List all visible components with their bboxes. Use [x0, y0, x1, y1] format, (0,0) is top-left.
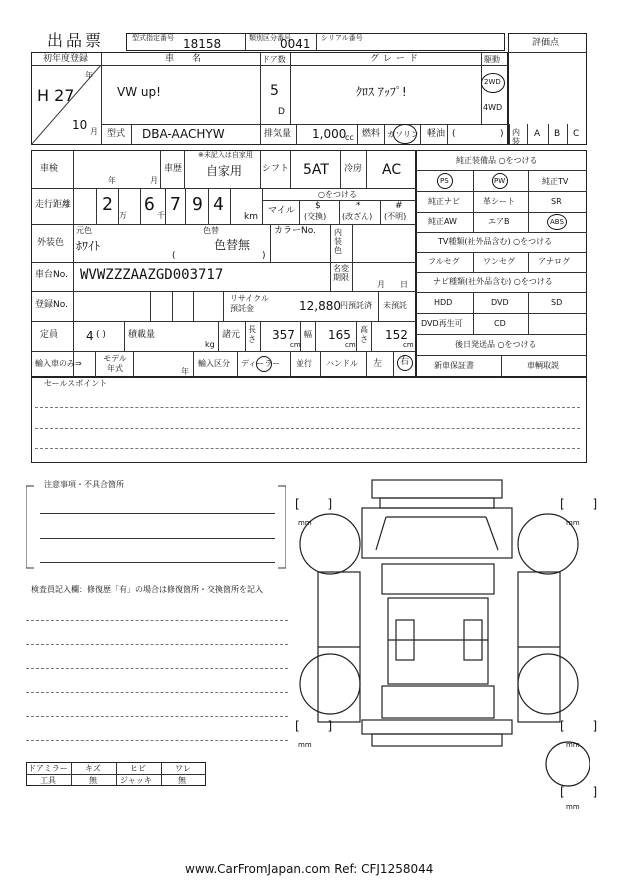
recycle-unpaid: 未預託: [383, 301, 407, 310]
later-manual: 車輌取説: [527, 361, 559, 370]
parallel-label: 並行: [296, 359, 312, 368]
meter-hash: #: [395, 201, 403, 211]
equip-sr: SR: [551, 197, 562, 206]
displacement-unit: cc: [345, 133, 354, 142]
model-year-label: モデル年式: [103, 354, 127, 373]
exterior-label: 外装色: [37, 238, 65, 248]
height-unit: cm: [403, 341, 414, 349]
meter-dollar: $: [315, 201, 321, 211]
month-unit: 月: [90, 127, 98, 136]
tv-title: TV種類(社外品含む) ○をつける: [438, 237, 553, 246]
width-value: 165: [328, 328, 351, 342]
shift-label: シフト: [262, 164, 290, 174]
mileage-man-unit: 万: [119, 211, 127, 220]
tire-bracket-spare: [ ]: [560, 785, 610, 799]
equip-oem-tv: 純正TV: [542, 177, 569, 186]
model-year-unit: 年: [181, 367, 189, 376]
mileage-digit-5: 4: [213, 194, 224, 215]
recycle-value: 12,880: [299, 299, 341, 313]
length-label: 長さ: [248, 325, 256, 344]
color-no-label: カラーNo.: [274, 226, 316, 236]
equip-abs: ABS: [550, 218, 564, 226]
name-change-label: 名変期限: [333, 264, 349, 282]
paint-label: 色替: [203, 226, 219, 235]
tire-bracket-fl: [ ]: [295, 497, 345, 511]
legend-h1: ドアミラー: [28, 764, 68, 773]
doors-label: ドア数: [262, 55, 286, 64]
drive-2wd: 2WD: [484, 78, 501, 86]
meter-hash-sub: (不明): [384, 212, 407, 221]
type-cert-label: 型式指定番号: [132, 34, 174, 42]
tire-unit-fr: mm: [566, 519, 580, 527]
legend-v4: 無: [178, 776, 186, 785]
width-unit: cm: [345, 341, 356, 349]
tire-bracket-fr: [ ]: [560, 497, 610, 511]
sales-points-label: セールスポイント: [44, 379, 108, 388]
legend-v2: 無: [89, 776, 97, 785]
sales-points-box: [31, 377, 587, 463]
first-reg-era: H 27: [37, 86, 75, 105]
nav-hdd: HDD: [434, 298, 453, 307]
first-reg-month: 10: [72, 118, 88, 132]
equip-airbag: エアB: [488, 217, 510, 226]
nav-cd: CD: [494, 319, 506, 328]
load-label: 積載量: [128, 330, 156, 340]
length-value: 357: [272, 328, 295, 342]
history-note: ※未記入は自家用: [198, 151, 253, 159]
type-cert-value: 18158: [183, 37, 222, 51]
ac-value: AC: [382, 162, 402, 178]
capacity-label: 定員: [40, 330, 59, 340]
fuel-paren-open: (: [452, 129, 456, 139]
page-title: 出品票: [47, 31, 105, 50]
reg-no-label: 登録No.: [35, 300, 68, 310]
exterior-color: ﾎﾜｲﾄ: [76, 239, 101, 253]
rating-label: 評価点: [532, 38, 560, 48]
height-value: 152: [385, 328, 408, 342]
interior-label: 内装: [512, 128, 520, 146]
fuel-value: ガソリン: [387, 130, 419, 139]
category-value: 0041: [280, 37, 311, 51]
fuel-paren-close: ): [500, 129, 504, 139]
inspector-label: 検査員記入欄：修復歴「有」の場合は修復箇所・交換箇所を記入: [31, 585, 263, 594]
first-reg-label: 初年度登録: [43, 54, 89, 64]
drive-4wd: 4WD: [483, 103, 503, 112]
repaint-paren-close: ): [262, 251, 266, 261]
right-label: 右: [400, 357, 410, 367]
interior-grade-c: C: [573, 129, 580, 139]
fuel-label: 燃料: [362, 129, 381, 139]
serial-label: シリアル番号: [321, 34, 363, 42]
mileage-digit-3: 7: [170, 194, 181, 215]
later-warranty: 新車保証書: [434, 361, 474, 370]
dealer-label: ディーラー: [241, 359, 281, 368]
meter-dollar-sub: (交換): [304, 212, 327, 221]
nav-dvd-play: DVD再生可: [421, 319, 463, 328]
displacement-label: 排気量: [264, 129, 292, 139]
inspection-year-unit: 年: [108, 176, 116, 185]
repaint-paren-open: (: [172, 251, 176, 261]
nav-title: ナビ種類(社外品含む) ○をつける: [433, 277, 553, 286]
model-value: DBA-AACHYW: [142, 127, 225, 141]
footer-reference: www.CarFromJapan.com Ref: CFJ1258044: [185, 862, 434, 876]
left-label: 左: [373, 359, 383, 369]
name-change-month: 月: [377, 280, 385, 289]
recycle-unit: 円預託済: [340, 301, 372, 310]
car-name: VW up!: [117, 85, 161, 99]
import-type-label: 輸入区分: [198, 359, 230, 368]
nav-sd: SD: [551, 298, 563, 307]
meter-star-sub: (改ざん): [342, 212, 373, 221]
tv-analog: アナログ: [538, 257, 570, 266]
equip-pw: PW: [494, 177, 506, 185]
grade-value: ｸﾛｽ ｱｯﾌﾟ!: [356, 85, 407, 99]
doors-value: 5: [270, 83, 279, 99]
notes-label: 注意事項・不具合箇所: [44, 480, 124, 489]
legend-h4: ワレ: [175, 764, 191, 773]
car-name-label: 車名: [165, 54, 220, 64]
inspection-month-unit: 月: [150, 176, 158, 185]
mileage-unit: km: [244, 212, 258, 222]
equip-ps: PS: [440, 177, 449, 185]
mileage-digit-1: 2: [102, 194, 113, 215]
meter-star: *: [356, 201, 361, 211]
tire-bracket-rr: [ ]: [560, 719, 610, 733]
capacity-value: 4: [86, 329, 94, 343]
load-unit: kg: [205, 340, 215, 349]
name-change-day: 日: [400, 280, 408, 289]
tire-bracket-rl: [ ]: [295, 719, 345, 733]
vin-value: WVWZZZAAZGD003717: [80, 267, 224, 283]
interior-grade-a: A: [534, 129, 541, 139]
legend-h2: キズ: [85, 764, 101, 773]
notes-bracket: [26, 482, 286, 572]
meter-mile: マイル: [268, 206, 295, 216]
year-unit: 年: [85, 71, 93, 80]
inspection-label: 車検: [40, 164, 59, 174]
legend-h3: ヒビ: [130, 764, 146, 773]
capacity-paren: ( ): [96, 330, 106, 340]
tire-unit-rr: mm: [566, 741, 580, 749]
legend-v1: 工具: [40, 776, 56, 785]
vin-label: 車台No.: [35, 270, 68, 280]
original-color-label: 元色: [76, 226, 92, 235]
legend-v3: ジャッキ: [120, 776, 152, 785]
height-label: 高さ: [360, 325, 368, 344]
drive-label: 駆動: [484, 55, 500, 64]
history-value: 自家用: [206, 164, 243, 178]
interior-color-label: 内装色: [334, 228, 342, 255]
tv-oneseg: ワンセグ: [483, 257, 515, 266]
grade-label: グレード: [370, 54, 423, 64]
tire-unit-rl: mm: [298, 741, 312, 749]
nav-dvd: DVD: [491, 298, 509, 307]
length-unit: cm: [290, 341, 301, 349]
ac-label: 冷房: [344, 164, 363, 174]
light-oil-label: 軽油: [427, 129, 446, 139]
equip-leather: 革シート: [483, 197, 515, 206]
mileage-digit-4: 9: [192, 194, 203, 215]
interior-grade-b: B: [554, 129, 561, 139]
oem-title: 純正装備品 ○をつける: [456, 156, 538, 165]
tire-unit-fl: mm: [298, 519, 312, 527]
shift-value: 5AT: [303, 162, 329, 178]
mileage-digit-2: 6: [144, 194, 155, 215]
dims-label: 諸元: [222, 330, 241, 340]
later-title: 後日発送品 ○をつける: [455, 340, 537, 349]
doors-type: D: [278, 107, 285, 117]
mileage-label: 走行距離: [35, 200, 72, 210]
equip-oem-aw: 純正AW: [428, 217, 457, 226]
category-label: 類別区分番号: [249, 34, 291, 42]
meter-circle-note: ○をつける: [318, 190, 357, 199]
recycle-label: リサイクル預託金: [230, 294, 269, 313]
mileage-sen-unit: 千: [157, 211, 165, 220]
displacement-value: 1,000: [312, 127, 347, 141]
car-diagram: [290, 472, 590, 817]
tv-fullseg: フルセグ: [428, 257, 460, 266]
handle-label: ハンドル: [326, 359, 358, 368]
model-label: 型式: [107, 129, 126, 139]
equip-oem-navi: 純正ナビ: [428, 197, 460, 206]
history-label: 車歴: [164, 164, 183, 174]
tire-unit-spare: mm: [566, 803, 580, 811]
repaint-value: 色替無: [214, 238, 251, 252]
width-label: 幅: [304, 330, 312, 339]
import-label: 輸入車のみ⇒: [35, 359, 82, 368]
